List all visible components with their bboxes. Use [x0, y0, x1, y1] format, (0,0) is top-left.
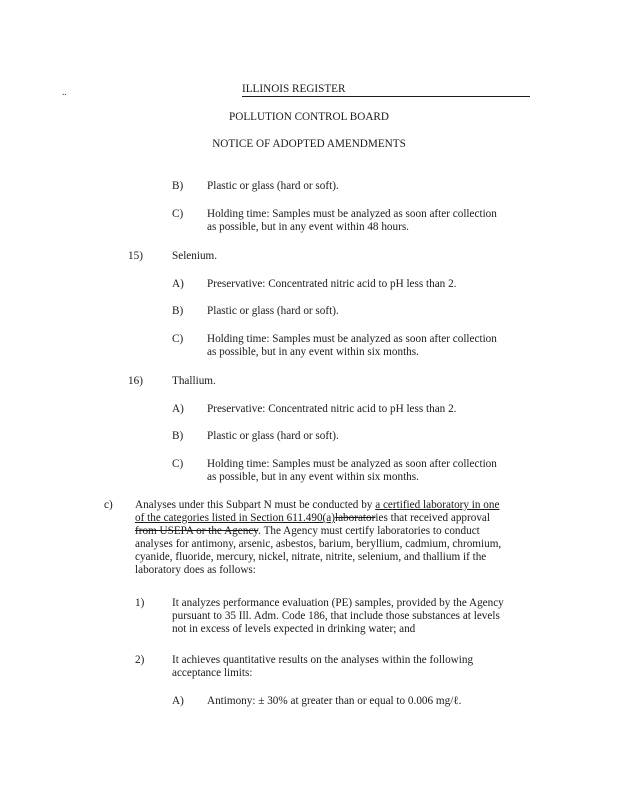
- inserted-text: of the categories listed: [135, 512, 239, 524]
- item-label: A): [172, 403, 184, 415]
- item-label: 1): [135, 597, 145, 609]
- item-text: Thallium.: [172, 375, 216, 387]
- item-text: Plastic or glass (hard or soft).: [207, 180, 339, 192]
- para-line: laboratory does as follows:: [135, 564, 256, 576]
- para-line: [135, 524, 480, 538]
- item-text: pursuant to 35 Ill. Adm. Code 186, that include those substances at levels: [172, 610, 500, 622]
- item-label: A): [172, 278, 184, 290]
- item-label: C): [172, 208, 184, 220]
- item-label: 15): [128, 250, 143, 262]
- inserted-text: in Section 611.490(a): [238, 512, 335, 524]
- item-text: Selenium.: [172, 250, 218, 262]
- item-text: Plastic or glass (hard or soft).: [207, 430, 339, 442]
- inserted-text: a certified laboratory in one: [375, 499, 500, 511]
- item-text: acceptance limits:: [172, 667, 253, 679]
- item-text: It achieves quantitative results on the analyses within the following: [172, 654, 474, 666]
- deleted-text: laborator: [334, 512, 376, 524]
- register-title: ILLINOIS REGISTER: [242, 82, 530, 97]
- para-line: cyanide, fluoride, mercury, nickel, nitrate, nitrite, selenium, and thallium if the: [135, 551, 487, 563]
- item-text: not in excess of levels expected in drinking water; and: [172, 623, 416, 635]
- item-text: Antimony: ± 30% at greater than or equal to 0.006 mg/ℓ.: [207, 695, 462, 707]
- item-label: B): [172, 430, 184, 442]
- item-text: Holding time: Samples must be analyzed as soon after collection: [207, 333, 497, 345]
- notice-title: NOTICE OF ADOPTED AMENDMENTS: [212, 138, 406, 150]
- item-text: It analyzes performance evaluation (PE) samples, provided by the Agency: [172, 597, 504, 609]
- item-label: B): [172, 180, 184, 192]
- item-text: Plastic or glass (hard or soft).: [207, 305, 339, 317]
- item-text: Preservative: Concentrated nitric acid to pH less than 2.: [207, 278, 457, 290]
- item-text: as possible, but in any event within six months.: [207, 346, 419, 358]
- para-text: . The Agency must certify laboratories to conduct: [258, 525, 480, 537]
- para-label: c): [104, 499, 113, 511]
- item-label: C): [172, 458, 184, 470]
- item-label: A): [172, 695, 184, 707]
- item-text: Holding time: Samples must be analyzed as soon after collection: [207, 208, 497, 220]
- item-text: as possible, but in any event within six months.: [207, 471, 419, 483]
- item-text: Preservative: Concentrated nitric acid to pH less than 2.: [207, 403, 457, 415]
- item-label: 2): [135, 654, 145, 666]
- para-text: ies that received approval: [375, 512, 490, 524]
- para-text: Analyses under this Subpart N must be conducted by: [135, 499, 376, 511]
- para-line: [135, 498, 499, 512]
- para-line: [135, 511, 490, 525]
- deleted-text: from USEPA or the Agency: [135, 525, 259, 537]
- board-title: POLLUTION CONTROL BOARD: [229, 111, 389, 123]
- item-text: Holding time: Samples must be analyzed as soon after collection: [207, 458, 497, 470]
- item-label: B): [172, 305, 184, 317]
- item-label: 16): [128, 375, 143, 387]
- page-marker: ..: [62, 87, 67, 97]
- para-line: analyses for antimony, arsenic, asbestos, barium, beryllium, cadmium, chromium,: [135, 538, 502, 550]
- item-text: as possible, but in any event within 48 hours.: [207, 221, 409, 233]
- item-label: C): [172, 333, 184, 345]
